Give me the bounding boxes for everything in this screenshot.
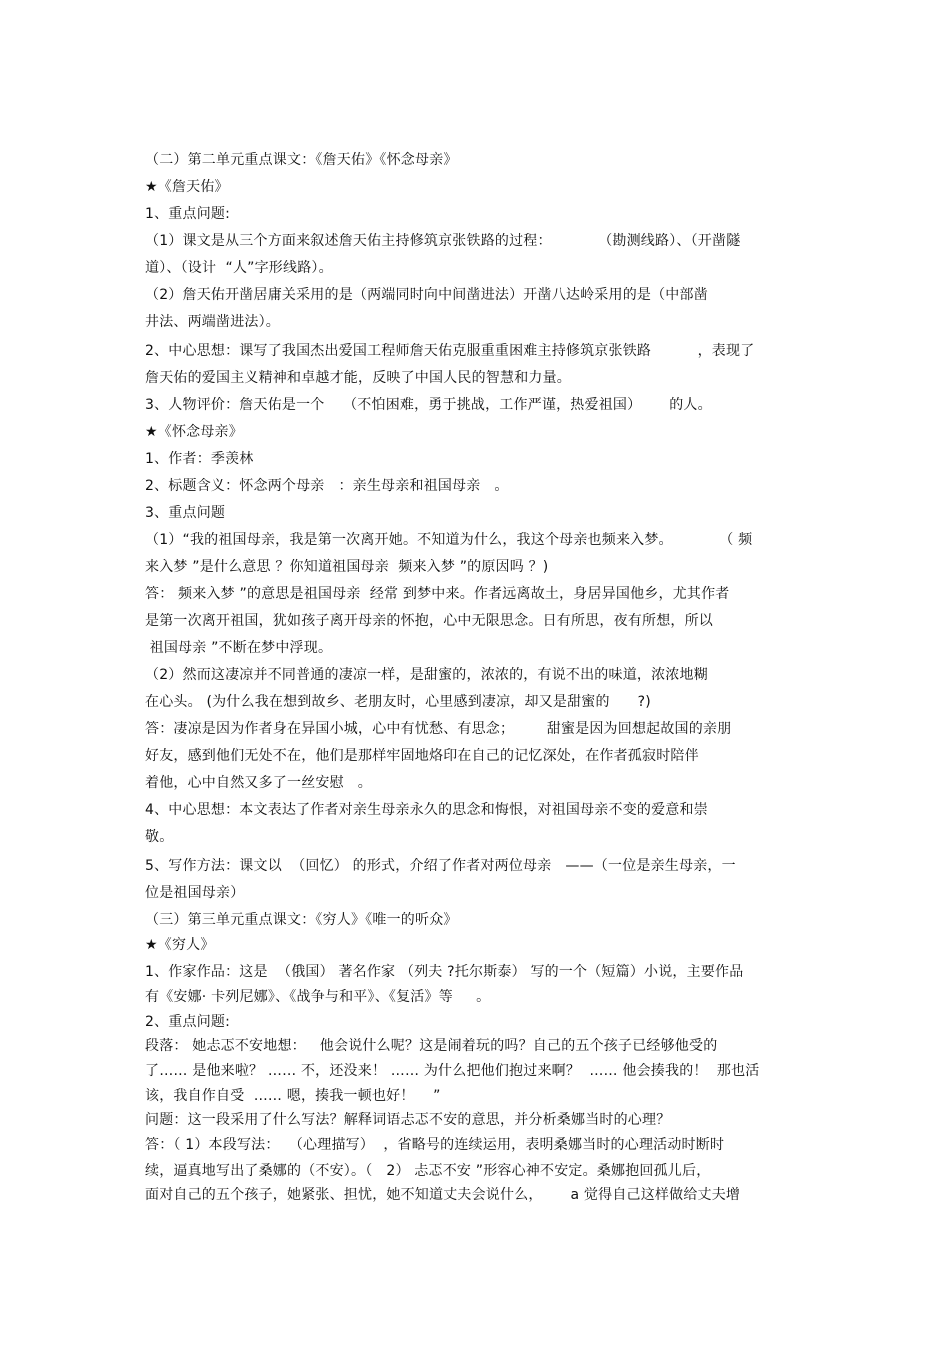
text-line: 该，我自作自受 …… 嗯，揍我一顿也好！ ” bbox=[145, 1088, 441, 1104]
lesson-title-huainian-muqin: ★《怀念母亲》 bbox=[145, 424, 243, 440]
text-line: 段落： 她忐忑不安地想： 他会说什么呢？这是闹着玩的吗？自己的五个孩子已经够他受的 bbox=[145, 1038, 718, 1054]
text-line: 井法、两端凿进法）。 bbox=[145, 314, 280, 330]
text-line: （1）课文是从三个方面来叙述詹天佑主持修筑京张铁路的过程： （勘测线路）、（开凿隧 bbox=[145, 233, 741, 249]
text-line: 着他，心中自然又多了一丝安慰 。 bbox=[145, 775, 372, 791]
text-line: 1、作者：季羡林 bbox=[145, 451, 254, 467]
unit-3-heading: （三）第三单元重点课文：《穷人》《唯一的听众》 bbox=[145, 912, 458, 928]
text-line: 祖国母亲 ”不断在梦中浮现。 bbox=[145, 640, 333, 656]
text-line: 了…… 是他来啦？ …… 不，还没来！ …… 为什么把他们抱过来啊？ …… 他会揍我的！ 那也活 bbox=[145, 1063, 760, 1079]
text-line: （2）然而这凄凉并不同普通的凄凉一样，是甜蜜的，浓浓的，有说不出的味道，浓浓地糊 bbox=[145, 667, 708, 683]
text-line: （1）“我的祖国母亲，我是第一次离开她。不知道为什么，我这个母亲也频来入梦。 （ 频 bbox=[145, 532, 753, 548]
text-line: 2、中心思想：课写了我国杰出爱国工程师詹天佑克服重重困难主持修筑京张铁路 ，表现了 bbox=[145, 343, 755, 359]
text-line: 面对自己的五个孩子，她紧张、担忧，她不知道丈夫会说什么， a 觉得自己这样做给丈夫增 bbox=[145, 1187, 741, 1203]
text-line: 2、标题含义：怀念两个母亲 ：亲生母亲和祖国母亲 。 bbox=[145, 478, 509, 494]
text-line: 1、作家作品：这是 （俄国） 著名作家 （列夫 ?托尔斯泰） 写的一个（短篇）小说，主要作品 bbox=[145, 964, 744, 980]
text-line: 3、人物评价：詹天佑是一个 （不怕困难，勇于挑战，工作严谨，热爱祖国） 的人。 bbox=[145, 397, 712, 413]
text-line: 詹天佑的爱国主义精神和卓越才能，反映了中国人民的智慧和力量。 bbox=[145, 370, 571, 386]
text-line: 在心头。 (为什么我在想到故乡、老朋友时，心里感到凄凉，却又是甜蜜的 ?) bbox=[145, 694, 651, 710]
text-line: 道）、（设计 “人”字形线路）。 bbox=[145, 260, 333, 276]
text-line: 5、写作方法：课文以 （回忆） 的形式，介绍了作者对两位母亲 ——（一位是亲生母亲，一 bbox=[145, 858, 736, 874]
text-line: 3、重点问题 bbox=[145, 505, 226, 521]
text-line: 位是祖国母亲） bbox=[145, 885, 245, 901]
text-line: 来入梦 ”是什么意思 ？你知道祖国母亲 频来入梦 ”的原因吗 ？) bbox=[145, 559, 549, 575]
unit-2-heading: （二）第二单元重点课文：《詹天佑》《怀念母亲》 bbox=[145, 152, 458, 168]
text-line: 问题：这一段采用了什么写法？解释词语忐忑不安的意思，并分析桑娜当时的心理？ bbox=[145, 1112, 671, 1128]
lesson-title-qiongren: ★《穷人》 bbox=[145, 937, 215, 953]
text-line: 2、重点问题: bbox=[145, 1014, 231, 1030]
text-line: 有《安娜· 卡列尼娜》、《战争与和平》、《复活》等 。 bbox=[145, 989, 491, 1005]
text-line: 是第一次离开祖国，犹如孩子离开母亲的怀抱，心中无限思念。日有所思，夜有所想，所以 bbox=[145, 613, 713, 629]
text-line: 续，逼真地写出了桑娜的（不安）。（ 2） 忐忑不安 ”形容心神不安定。桑娜抱回孤儿后， bbox=[145, 1163, 711, 1179]
text-line: 4、中心思想：本文表达了作者对亲生母亲永久的思念和悔恨，对祖国母亲不变的爱意和崇 bbox=[145, 802, 708, 818]
text-line: （2）詹天佑开凿居庸关采用的是（两端同时向中间凿进法）开凿八达岭采用的是（中部凿 bbox=[145, 287, 708, 303]
text-line: 答： 频来入梦 ”的意思是祖国母亲 经常 到梦中来。作者远离故土，身居异国他乡，尤其作者 bbox=[145, 586, 730, 602]
text-line: 好友，感到他们无处不在，他们是那样牢固地烙印在自己的记忆深处，在作者孤寂时陪伴 bbox=[145, 748, 699, 764]
text-line: 1、重点问题: bbox=[145, 206, 231, 222]
lesson-title-zhan-tianyou: ★《詹天佑》 bbox=[145, 179, 229, 195]
text-line: 答：（ 1）本段写法： （心理描写） ，省略号的连续运用，表明桑娜当时的心理活动时断时 bbox=[145, 1137, 725, 1153]
text-line: 答：凄凉是因为作者身在异国小城，心中有忧愁、有思念； 甜蜜是因为回想起故国的亲朋 bbox=[145, 721, 732, 737]
text-line: 敬。 bbox=[145, 829, 174, 845]
